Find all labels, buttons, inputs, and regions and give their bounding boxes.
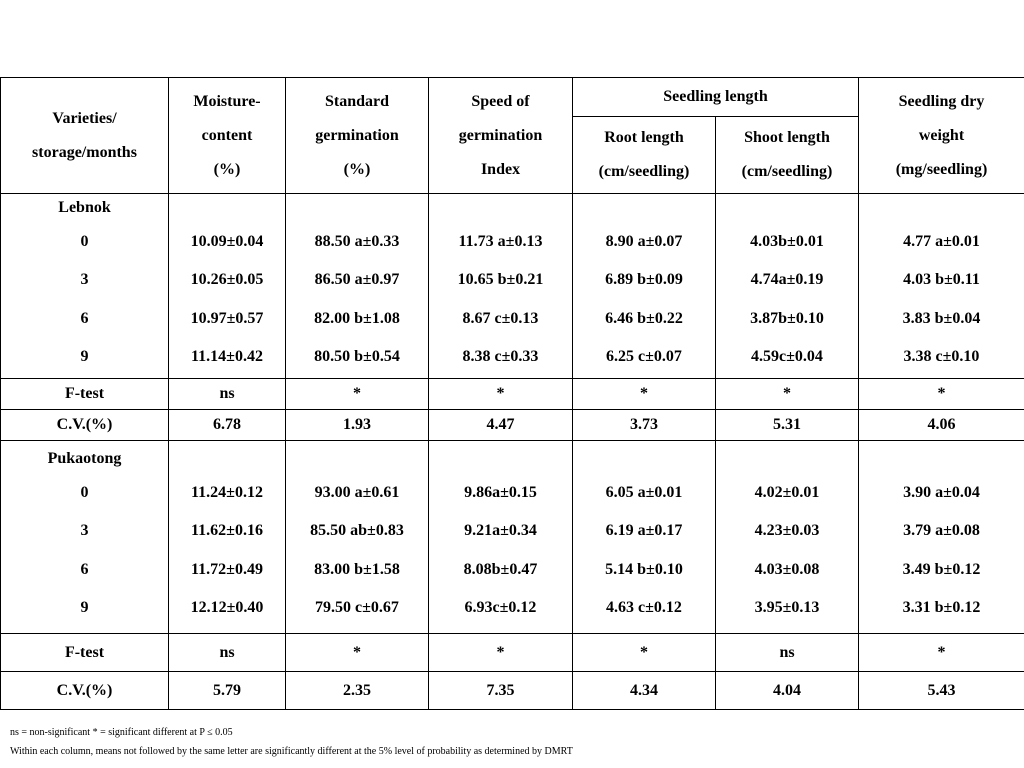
cv-row [1, 410, 1024, 441]
moisture-values: 10.09±0.04 10.26±0.05 10.97±0.57 11.14±0.42 [169, 194, 286, 379]
footnote-significance: ns = non-significant * = significant different at P ≤ 0.05 [10, 727, 233, 738]
standard-values: 93.00 a±0.61 85.50 ab±0.83 83.00 b±1.58 79.50 c±0.67 [286, 441, 429, 634]
cv-cell: 6.78 [169, 410, 286, 441]
cv-cell: 4.06 [859, 410, 1024, 441]
cv-cell: 5.31 [716, 410, 859, 441]
cv-label: C.V.(%) [1, 672, 169, 710]
cv-cell: 5.43 [859, 672, 1024, 710]
root-values: 8.90 a±0.07 6.89 b±0.09 6.46 b±0.22 6.25 c±0.07 [573, 194, 716, 379]
ftest-cell: ns [716, 634, 859, 672]
ftest-cell: * [573, 634, 716, 672]
footnote-dmrt: Within each column, means not followed by the same letter are significantly different at the 5% level of probability as determined by DMRT [10, 746, 573, 757]
cv-cell: 3.73 [573, 410, 716, 441]
ftest-cell: * [286, 379, 429, 410]
variety-cell: Pukaotong 0 3 6 9 [1, 441, 169, 634]
ftest-cell: * [286, 634, 429, 672]
seedling-length-header: Seedling length [573, 78, 859, 117]
ftest-cell: * [573, 379, 716, 410]
cv-row [1, 672, 1024, 710]
dry-weight-values: 4.77 a±0.01 4.03 b±0.11 3.83 b±0.04 3.38 c±0.10 [859, 194, 1024, 379]
cv-cell: 2.35 [286, 672, 429, 710]
cv-label: C.V.(%) [1, 410, 169, 441]
shoot-values: 4.02±0.01 4.23±0.03 4.03±0.08 3.95±0.13 [716, 441, 859, 634]
speed-germination-header: Speed of germination Index [429, 78, 573, 194]
group-row-pukaotong [1, 441, 1024, 634]
standard-values: 88.50 a±0.33 86.50 a±0.97 82.00 b±1.08 80.50 b±0.54 [286, 194, 429, 379]
ftest-row [1, 634, 1024, 672]
dry-weight-values: 3.90 a±0.04 3.79 a±0.08 3.49 b±0.12 3.31 b±0.12 [859, 441, 1024, 634]
cv-cell: 7.35 [429, 672, 573, 710]
ftest-cell: ns [169, 634, 286, 672]
ftest-cell: * [859, 634, 1024, 672]
shoot-values: 4.03b±0.01 4.74a±0.19 3.87b±0.10 4.59c±0.04 [716, 194, 859, 379]
root-length-header: Root length (cm/seedling) [573, 117, 716, 194]
standard-germination-header: Standard germination (%) [286, 78, 429, 194]
group-row-lebnok [1, 194, 1024, 379]
ftest-label: F-test [1, 634, 169, 672]
ftest-cell: * [859, 379, 1024, 410]
results-table [0, 77, 1024, 710]
variety-cell: Lebnok 0 3 6 9 [1, 194, 169, 379]
ftest-cell: * [716, 379, 859, 410]
shoot-length-header: Shoot length (cm/seedling) [716, 117, 859, 194]
speed-values: 9.86a±0.15 9.21a±0.34 8.08b±0.47 6.93c±0.12 [429, 441, 573, 634]
cv-cell: 5.79 [169, 672, 286, 710]
ftest-label: F-test [1, 379, 169, 410]
ftest-cell: ns [169, 379, 286, 410]
cv-cell: 1.93 [286, 410, 429, 441]
seedling-dry-weight-header: Seedling dry weight (mg/seedling) [859, 78, 1024, 194]
moisture-values: 11.24±0.12 11.62±0.16 11.72±0.49 12.12±0.40 [169, 441, 286, 634]
cv-cell: 4.47 [429, 410, 573, 441]
varieties-header: Varieties/ storage/months [1, 78, 169, 194]
root-values: 6.05 a±0.01 6.19 a±0.17 5.14 b±0.10 4.63 c±0.12 [573, 441, 716, 634]
speed-values: 11.73 a±0.13 10.65 b±0.21 8.67 c±0.13 8.38 c±0.33 [429, 194, 573, 379]
cv-cell: 4.34 [573, 672, 716, 710]
ftest-row [1, 379, 1024, 410]
cv-cell: 4.04 [716, 672, 859, 710]
ftest-cell: * [429, 634, 573, 672]
moisture-header: Moisture- content (%) [169, 78, 286, 194]
ftest-cell: * [429, 379, 573, 410]
